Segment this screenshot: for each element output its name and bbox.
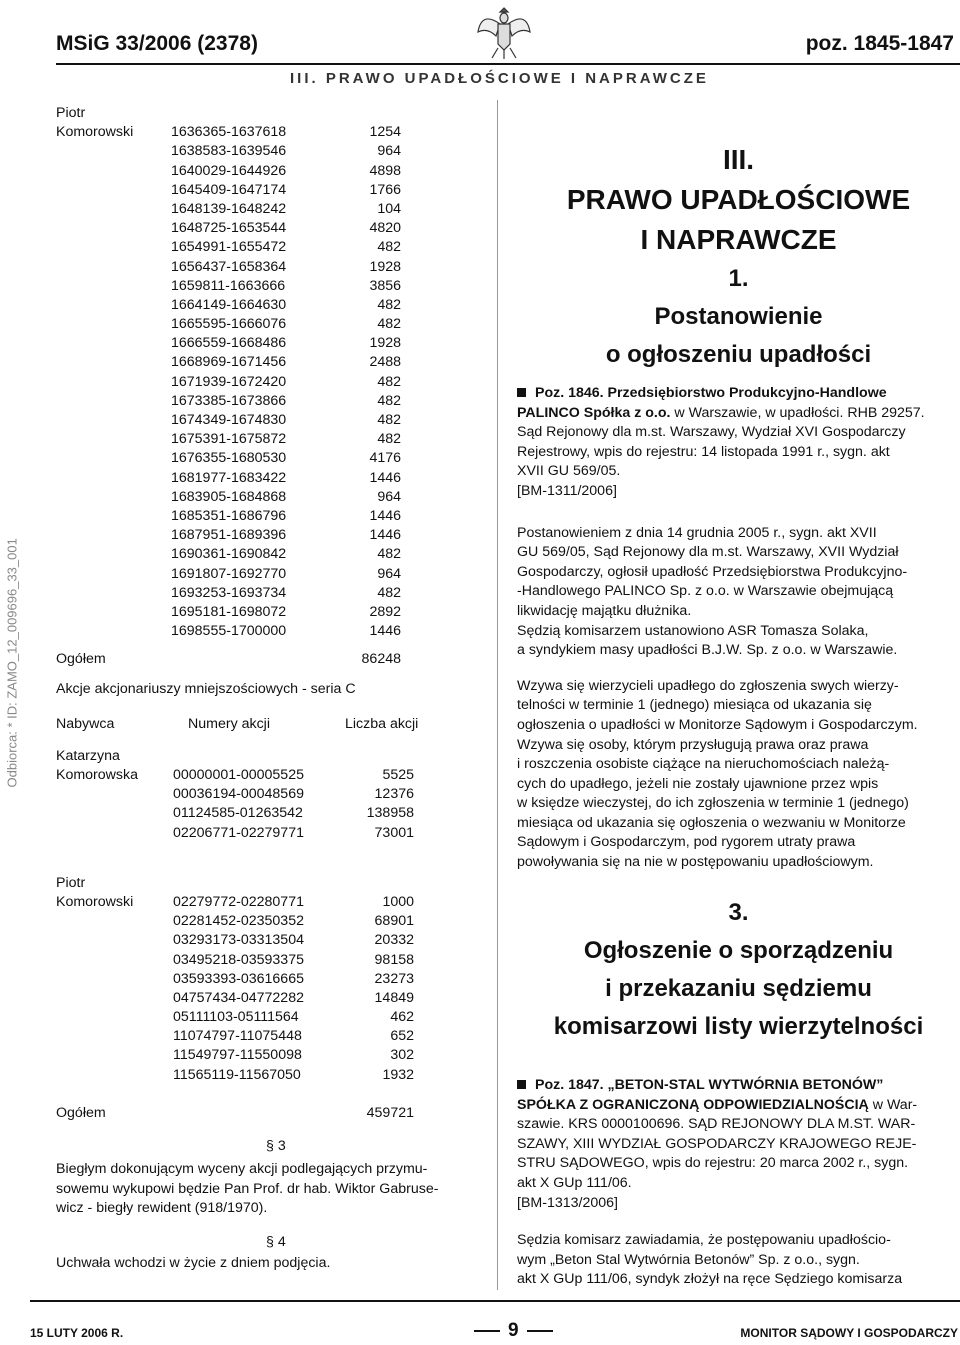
share-range: 1648725-1653544 [171,220,287,237]
share-range: 1681977-1683422 [171,469,287,486]
share-range: 1668969-1671456 [171,354,287,371]
notice-1846 [517,384,960,873]
total-row [56,650,476,669]
total-row [56,1104,476,1123]
notice-1847-line: STRU SĄDOWEGO, wpis do rejestru: 20 marca 2002 r., sygn. [517,1155,909,1172]
share-range: 1695181-1698072 [171,603,287,620]
table-row [56,804,476,823]
header-rule [56,63,960,65]
share-range: 11549797-11550098 [173,1047,302,1064]
share-range: 1671939-1672420 [171,373,287,390]
position-range: poz. 1845-1847 [805,32,954,55]
share-range: 04757434-04772282 [173,989,304,1006]
notice-1846-title-text: Poz. 1846. Przedsiębiorstwo Produkcyjno-Handlowe [535,385,887,401]
notice-1847-title [517,1076,960,1096]
notice-1846-title [517,384,960,404]
share-range: 02281452-02350352 [173,913,304,930]
share-count: 482 [377,316,401,333]
paragraph-4-text: Uchwała wchodzi w życie z dniem podjęcia. [56,1255,331,1272]
share-count: 23273 [374,970,414,987]
section-heading-line: I NAPRAWCZE [640,224,837,255]
bullet-icon [517,1080,526,1089]
section-heading-line: PRAWO UPADŁOŚCIOWE [566,184,911,215]
subsection-heading-line: Ogłoszenie o sporządzeniu [583,937,894,964]
table-row [56,488,476,507]
table-row [56,334,476,353]
table-row [56,162,476,181]
table-row [56,951,476,970]
share-count: 1446 [369,507,401,524]
share-count: 462 [390,1009,414,1026]
journal-issue: MSiG 33/2006 (2378) [56,32,258,55]
paragraph-3-line: wicz - biegły rewident (918/1970). [56,1200,268,1217]
notice-1847 [517,1076,960,1290]
share-range: 1665595-1666076 [171,316,287,333]
share-range: 03593393-03616665 [173,970,304,987]
share-range: 00036194-00048569 [173,786,304,803]
share-count: 12376 [374,786,414,803]
company-form: SPÓŁKA Z OGRANICZONĄ ODPOWIEDZIALNOŚCIĄ [517,1096,869,1113]
footer-date: 15 LUTY 2006 R. [30,1326,124,1340]
page-number [466,1320,561,1342]
heading-3-section [517,894,960,1046]
share-count: 1446 [369,527,401,544]
text-line: GU 569/05, Sąd Rejonowy dla m.st. Warszawy, XVII Wydział [517,544,899,561]
table-row [56,526,476,545]
shareholder-first-name-text: Katarzyna [56,747,120,764]
paragraph-3-line: Biegłym dokonującym wyceny akcji podlegających przymu- [56,1161,428,1178]
table-row [56,1027,476,1046]
notice-1846-summons [517,677,960,873]
text-line: powoływania się na nie w postępowaniu upadłościowym. [517,854,874,871]
share-count: 1928 [369,335,401,352]
share-count: 482 [377,239,401,256]
text-line: a syndykiem masy upadłości B.J.W. Sp. z o.o. w Warszawie. [517,642,898,659]
table-row [56,469,476,488]
heading-section [517,140,960,374]
share-count: 1446 [369,469,401,486]
total-value: 459721 [366,1104,414,1121]
subsection-heading-line: o ogłoszeniu upadłości [605,341,872,368]
paragraph-3-text [56,1160,476,1219]
text-line: Postanowieniem z dnia 14 grudnia 2005 r., sygn. akt XVII [517,524,877,541]
share-count: 1932 [382,1066,414,1083]
share-range: 1636365-1637618 [171,124,287,141]
table-row [56,277,476,296]
share-range: 02206771-02279771 [173,824,304,841]
subsection-heading-number: 3. [728,899,749,926]
table-row [56,584,476,603]
paragraph-3-mark-text: § 3 [266,1138,286,1154]
share-range: 1654991-1655472 [171,239,287,256]
share-count: 1446 [369,623,401,640]
notice-1846-ref: [BM-1311/2006] [517,482,617,499]
text-line: akt X GUp 111/06, syndyk złożył na ręce Sędziego komisarza [517,1271,903,1288]
table-row [56,507,476,526]
table-row [56,603,476,622]
table-row [56,766,476,785]
table-row [56,1046,476,1065]
text-line: ogłoszenia o upadłości w Monitorze Sądowym i Gospodarczym. [517,716,918,733]
share-range: 1666559-1668486 [171,335,287,352]
footer-publication: MONITOR SĄDOWY I GOSPODARCZY [740,1326,958,1340]
share-count: 14849 [374,989,414,1006]
table-row [56,258,476,277]
table-row [56,545,476,564]
subsection-heading-number: 1. [728,265,749,292]
subsection-heading-line: komisarzowi listy wierzytelności [553,1013,924,1040]
share-count: 482 [377,392,401,409]
total-value: 86248 [361,651,401,668]
notice-1847-title-text: Poz. 1847. „BETON-STAL WYTWÓRNIA BETONÓW” [535,1077,884,1093]
share-count: 482 [377,373,401,390]
text-line: likwidację majątku dłużnika. [517,602,692,619]
table-row [56,1008,476,1027]
share-count: 138958 [366,805,414,822]
notice-1846-line: Rejestrowy, wpis do rejestru: 14 listopada 1991 r., sygn. akt [517,443,890,460]
table-row [56,912,476,931]
paragraph-4-mark-text: § 4 [266,1233,286,1250]
text-line: wym „Beton Stal Wytwórnia Betonów” Sp. z o.o., sygn. [517,1251,860,1268]
share-count: 20332 [374,932,414,949]
col-header-count: Liczba akcji [345,715,419,732]
share-count: 482 [377,296,401,313]
share-range: 1656437-1658364 [171,258,287,275]
text-line: Wzywa się osoby, którym przysługują prawa oraz prawa [517,736,869,753]
text-line: miesiąca od ukazania się ogłoszenia o wezwaniu w Monitorze [517,814,906,831]
share-range: 1676355-1680530 [171,450,287,467]
share-count: 2892 [369,603,401,620]
col-header-numbers: Numery akcji [188,715,270,732]
share-range: 1683905-1684868 [171,488,287,505]
table-row [56,123,476,142]
shareholder-last-name: Komorowski [56,893,134,910]
series-c-title [56,680,476,699]
table-row [56,411,476,430]
table-row [56,296,476,315]
share-count: 302 [390,1047,414,1064]
share-range: 11074797-11075448 [173,1028,302,1045]
notice-1846-line: Sąd Rejonowy dla m.st. Warszawy, Wydział XVI Gospodarczy [517,424,906,441]
table-row [56,622,476,641]
share-count: 5525 [382,767,414,783]
share-range: 1674349-1674830 [171,412,287,428]
table-row [56,430,476,449]
share-count: 964 [377,143,401,160]
notice-1847-ref: [BM-1313/2006] [517,1194,618,1211]
total-label: Ogółem [56,651,106,668]
share-count: 1254 [369,124,401,141]
share-range: 1693253-1693734 [171,584,287,601]
share-count: 2488 [369,354,401,371]
share-count: 482 [377,431,401,448]
share-count: 964 [377,488,401,505]
share-count: 4898 [369,162,401,179]
text-line: telności w terminie 1 (jednego) miesiąca od ukazania się [517,697,872,714]
share-count: 98158 [374,951,414,968]
col-header-buyer: Nabywca [56,715,115,732]
column-headers [56,715,476,734]
notice-1847-body [517,1231,960,1290]
share-range: 1685351-1686796 [171,507,287,524]
text-line: i roszczenia osobiste ciążące na nieruchomościach należą- [517,756,890,773]
share-count: 1766 [369,181,401,198]
shareholder-first-name [56,747,476,766]
recipient-watermark: Odbiorca: * ID: ZAMO_12_009696_33_001 [4,538,20,788]
paragraph-3-line: sowemu wykupowi będzie Pan Prof. dr hab. Wiktor Gabruse- [56,1180,439,1197]
share-count: 964 [377,565,401,582]
notice-1847-line: SZAWY, XIII WYDZIAŁ GOSPODARCZY KRAJOWEGO REJE- [517,1135,917,1152]
notice-1847-line: akt X GUp 111/06. [517,1174,632,1191]
share-range: 1640029-1644926 [171,162,287,179]
table-row [56,893,476,912]
share-count: 652 [390,1028,414,1045]
shareholder-last-name: Komorowski [56,124,134,141]
share-range: 03495218-03593375 [173,951,304,968]
table-row [56,785,476,804]
share-count: 73001 [374,824,414,841]
share-range: 05111103-05111564 [173,1009,299,1026]
table-row [56,931,476,950]
left-column [56,104,476,1274]
share-range: 1664149-1664630 [171,296,287,313]
shareholder-first-name-text: Piotr [56,105,86,121]
text-line: w księdze wieczystej, do ich zgłoszenia w terminie 1 (jednego) [517,795,909,812]
share-count: 1000 [382,893,414,910]
share-count: 482 [377,412,401,428]
notice-1846-body [517,524,960,661]
shares-table-piotr [56,123,476,641]
page-number-text: 9 [508,1320,519,1341]
table-row [56,970,476,989]
section-heading-number: III. [722,144,755,175]
table-row [56,219,476,238]
text-line: cych do upadłego, jeżeli nie zostały ujawnione przez wpis [517,775,879,792]
text-line: Gospodarczy, ogłosił upadłość Przedsiębiorstwa Produkcyjno- [517,563,908,580]
total-label: Ogółem [56,1104,106,1121]
subsection-heading-line: i przekazaniu sędziemu [605,975,872,1002]
share-range: 1690361-1690842 [171,546,287,563]
paragraph-4-mark [56,1233,476,1252]
share-count: 4176 [369,450,401,467]
column-divider [497,100,498,1290]
share-range: 1645409-1647174 [171,181,287,198]
share-count: 482 [377,546,401,563]
share-range: 1638583-1639546 [171,143,287,160]
shares-table-piotr-2 [56,893,476,1085]
share-range: 11565119-11567050 [173,1066,301,1083]
series-c-title-text: Akcje akcjonariuszy mniejszościowych - seria C [56,681,356,698]
table-row [56,373,476,392]
subsection-heading-line: Postanowienie [654,303,823,330]
table-row [56,315,476,334]
text-line: Wzywa się wierzycieli upadłego do zgłoszenia swych wierzy- [517,677,899,694]
shareholder-first-name [56,104,476,123]
share-range: 03293173-03313504 [173,932,304,949]
share-range: 1691807-1692770 [171,565,287,582]
share-range: 01124585-01263542 [173,805,303,822]
table-row [56,565,476,584]
share-count: 68901 [374,913,414,930]
notice-1847-line [517,1096,960,1116]
notice-1846-line: XVII GU 569/05. [517,463,621,480]
notice-1847-line: szawie. KRS 0000100696. SĄD REJONOWY DLA M.ST. WAR- [517,1116,916,1133]
table-row [56,200,476,219]
share-range: 1673385-1673866 [171,392,287,409]
table-row [56,142,476,161]
table-row [56,353,476,372]
table-row [56,449,476,468]
shareholder-first-name [56,874,476,893]
share-count: 482 [377,584,401,601]
table-row [56,181,476,200]
text-line: Sędzia komisarz zawiadamia, że postępowaniu upadłościo- [517,1232,891,1249]
table-row [56,989,476,1008]
share-range: 02279772-02280771 [173,893,304,910]
company-name: PALINCO Spółka z o.o. [517,404,671,421]
share-range: 1648139-1648242 [171,200,287,217]
shareholder-first-name-text: Piotr [56,874,86,891]
share-count: 1928 [369,258,401,275]
share-range: 1698555-1700000 [171,623,287,640]
paragraph-3-mark [56,1137,476,1156]
share-range: 1659811-1663666 [171,277,286,294]
shareholder-last-name: Komorowska [56,767,139,783]
footer-rule [30,1300,960,1302]
share-count: 3856 [369,277,401,294]
share-count: 4820 [369,220,401,237]
text-line: Sędzią komisarzem ustanowiono ASR Tomasza Solaka, [517,622,869,639]
notice-1846-line-rest: w Warszawie, w upadłości. RHB 29257. [674,404,925,421]
shares-table-katarzyna [56,766,476,843]
table-row [56,392,476,411]
bullet-icon [517,388,526,397]
table-row [56,824,476,843]
share-range: 00000001-00005525 [173,767,304,783]
eagle-emblem-icon [476,2,532,60]
notice-1846-line [517,404,960,424]
notice-1847-line-rest: w War- [872,1096,918,1113]
section-title: III. PRAWO UPADŁOŚCIOWE I NAPRAWCZE [290,70,709,87]
share-range: 1675391-1675872 [171,431,287,448]
text-line: -Handlowego PALINCO Sp. z o.o. w Warszawie obejmującą [517,583,894,600]
table-row [56,1066,476,1085]
text-line: Sądowym i Gospodarczym, pod rygorem utraty prawa [517,834,856,851]
share-range: 1687951-1689396 [171,527,287,544]
table-row [56,238,476,257]
share-count: 104 [377,200,401,217]
